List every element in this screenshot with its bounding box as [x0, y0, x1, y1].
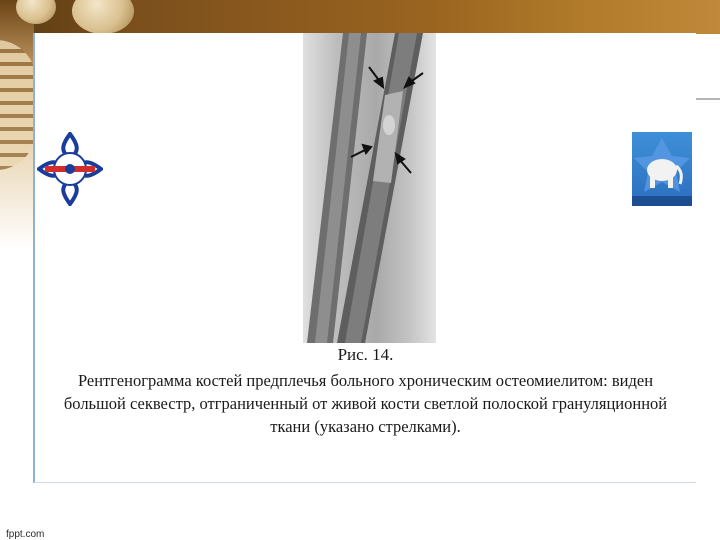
- xray-image: [303, 33, 436, 343]
- footer-watermark[interactable]: fppt.com: [6, 529, 45, 540]
- rib-bones-decoration: [0, 40, 36, 170]
- slide-content-area: [33, 33, 696, 483]
- caption-line: Рентгенограмма костей предплечья больного хроническим остеомиелитом: виден: [77, 371, 654, 390]
- figure-caption-text: [35, 369, 696, 438]
- figure-title: Рис. 14.: [337, 345, 394, 364]
- university-emblem-icon: [37, 132, 103, 206]
- emblem-caption-bar: [632, 196, 692, 206]
- left-bone-decoration: [0, 0, 34, 250]
- mammoth-emblem-icon: [632, 132, 692, 206]
- figure-caption: [35, 345, 696, 438]
- caption-line: большой секвестр, отграниченный от живой кости светлой полоской грануляционной: [63, 394, 668, 413]
- caption-line: ткани (указано стрелками).: [270, 417, 461, 436]
- divider-line: [694, 98, 720, 100]
